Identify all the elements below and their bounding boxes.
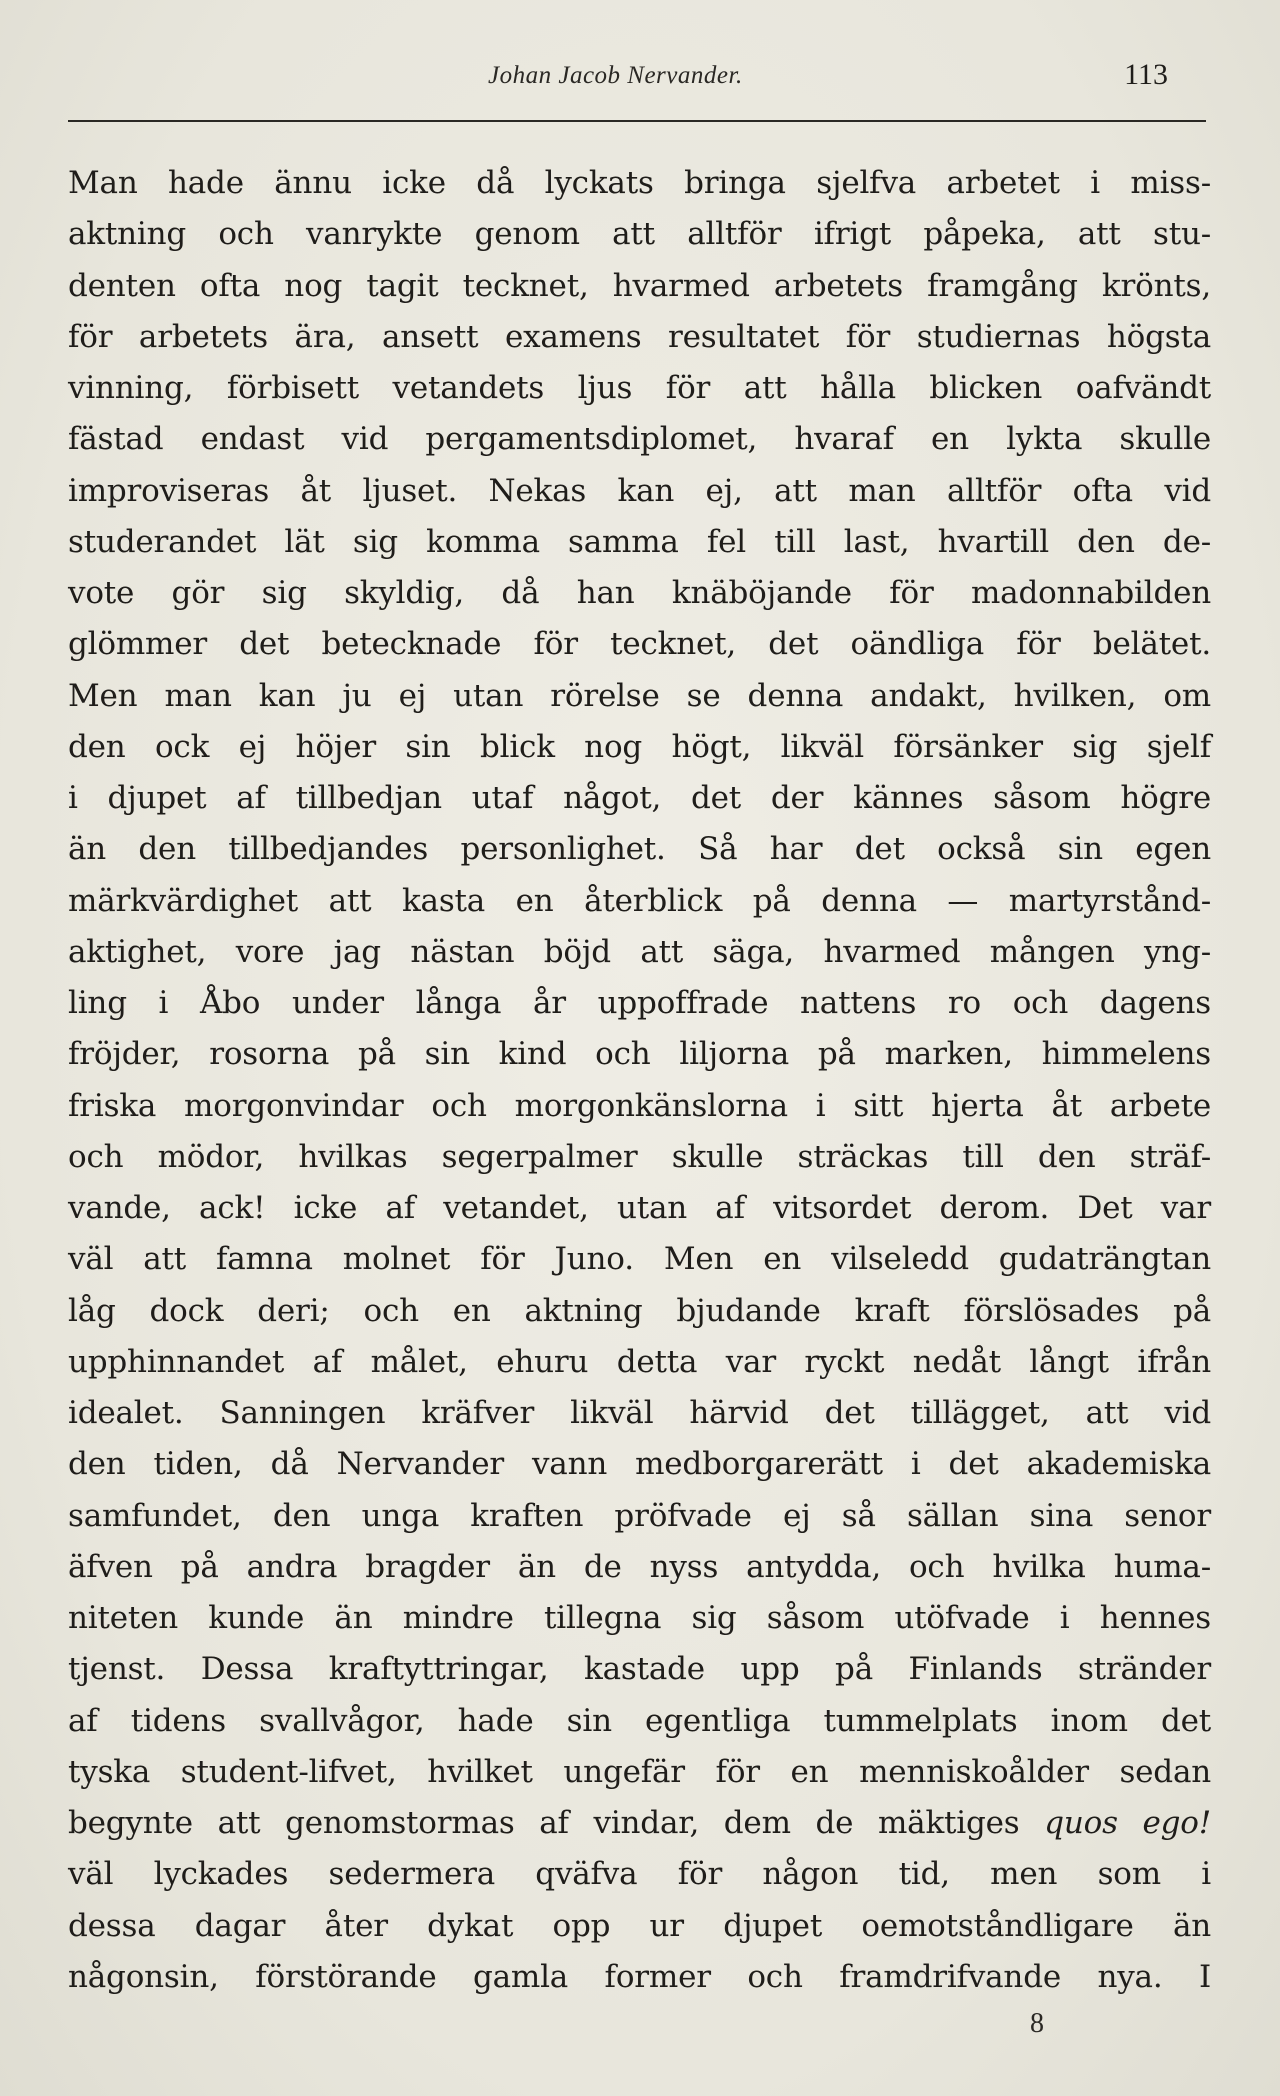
text-line-with-italic xyxy=(68,1798,1211,1849)
text-line: Man hade ännu icke då lyckats bringa sjelfva arbetet i miss- xyxy=(68,165,1211,201)
text-line: vande, ack! icke af vetandet, utan af vitsordet derom. Det var xyxy=(68,1190,1211,1226)
text-line: aktighet, vore jag nästan böjd att säga, hvarmed mången yng- xyxy=(68,933,1211,970)
text-line: för arbetets ära, ansett examens resultatet för studiernas högsta xyxy=(68,318,1211,355)
text-line: äfven på andra bragder än de nyss antydda, och hvilka huma- xyxy=(68,1548,1211,1585)
text-line: väl lyckades sedermera qväfva för någon tid, men som i xyxy=(68,1856,1211,1893)
text-line: studerandet lät sig komma samma fel till last, hvartill den de- xyxy=(68,523,1211,560)
text-line: denten ofta nog tagit tecknet, hvarmed arbetets framgång krönts, xyxy=(68,267,1211,304)
text-line: improviseras åt ljuset. Nekas kan ej, att man alltför ofta vid xyxy=(68,472,1211,509)
text-line: någonsin, förstörande gamla former och framdrifvande nya. I xyxy=(68,1958,1211,1995)
page-number: 113 xyxy=(1124,58,1168,91)
text-line: idealet. Sanningen kräfver likväl härvid det tillägget, att vid xyxy=(68,1395,1211,1431)
text-line: aktning och vanrykte genom att alltför ifrigt påpeka, att stu- xyxy=(68,216,1211,253)
text-line: märkvärdighet att kasta en återblick på denna — martyrstånd- xyxy=(68,882,1211,919)
page-header xyxy=(68,58,1168,98)
text-line: vote gör sig skyldig, då han knäböjande för madonnabilden xyxy=(68,575,1211,611)
signature-mark: 8 xyxy=(1030,2008,1044,2039)
text-line: tyska student-lifvet, hvilket ungefär för en menniskoålder sedan xyxy=(68,1753,1211,1790)
text-line: tjenst. Dessa kraftyttringar, kastade upp på Finlands stränder xyxy=(68,1651,1211,1688)
text-line: samfundet, den unga kraften pröfvade ej så sällan sina senor xyxy=(68,1497,1211,1534)
text-line: niteten kunde än mindre tillegna sig såsom utöfvade i hennes xyxy=(68,1600,1211,1636)
body-text xyxy=(68,158,1211,2003)
text-line: fästad endast vid pergamentsdiplomet, hvaraf en lykta skulle xyxy=(68,421,1211,458)
running-head: Johan Jacob Nervander. xyxy=(488,62,743,89)
text-line: fröjder, rosorna på sin kind och liljorna på marken, himmelens xyxy=(68,1036,1211,1073)
text-line: låg dock deri; och en aktning bjudande kraft förslösades på xyxy=(68,1292,1211,1329)
text-line: vinning, förbisett vetandets ljus för att hålla blicken oafvändt xyxy=(68,370,1211,406)
text-line: glömmer det betecknade för tecknet, det oändliga för belätet. xyxy=(68,626,1211,663)
text-line-part: begynte att genomstormas af vindar, dem de mäktiges xyxy=(68,1805,1020,1841)
text-line: än den tillbedjandes personlighet. Så har det också sin egen xyxy=(68,831,1211,868)
text-line: upphinnandet af målet, ehuru detta var ryckt nedåt långt ifrån xyxy=(68,1343,1211,1380)
text-line: väl att famna molnet för Juno. Men en vilseledd gudaträngtan xyxy=(68,1241,1211,1278)
text-line: dessa dagar åter dykat opp ur djupet oemotståndligare än xyxy=(68,1907,1211,1944)
text-line: den ock ej höjer sin blick nog högt, likväl försänker sig sjelf xyxy=(68,728,1211,765)
text-line: i djupet af tillbedjan utaf något, det der kännes såsom högre xyxy=(68,780,1211,816)
text-line: friska morgonvindar och morgonkänslorna i sitt hjerta åt arbete xyxy=(68,1087,1211,1124)
header-rule xyxy=(68,120,1206,122)
text-line: af tidens svallvågor, hade sin egentliga tummelplats inom det xyxy=(68,1702,1211,1739)
text-line: Men man kan ju ej utan rörelse se denna andakt, hvilken, om xyxy=(68,677,1211,714)
text-line: ling i Åbo under långa år uppoffrade nattens ro och dagens xyxy=(68,985,1211,1021)
text-line: den tiden, då Nervander vann medborgarerätt i det akademiska xyxy=(68,1446,1211,1483)
italic-phrase: quos ego! xyxy=(1044,1805,1211,1841)
text-line: och mödor, hvilkas segerpalmer skulle sträckas till den sträf- xyxy=(68,1138,1211,1175)
